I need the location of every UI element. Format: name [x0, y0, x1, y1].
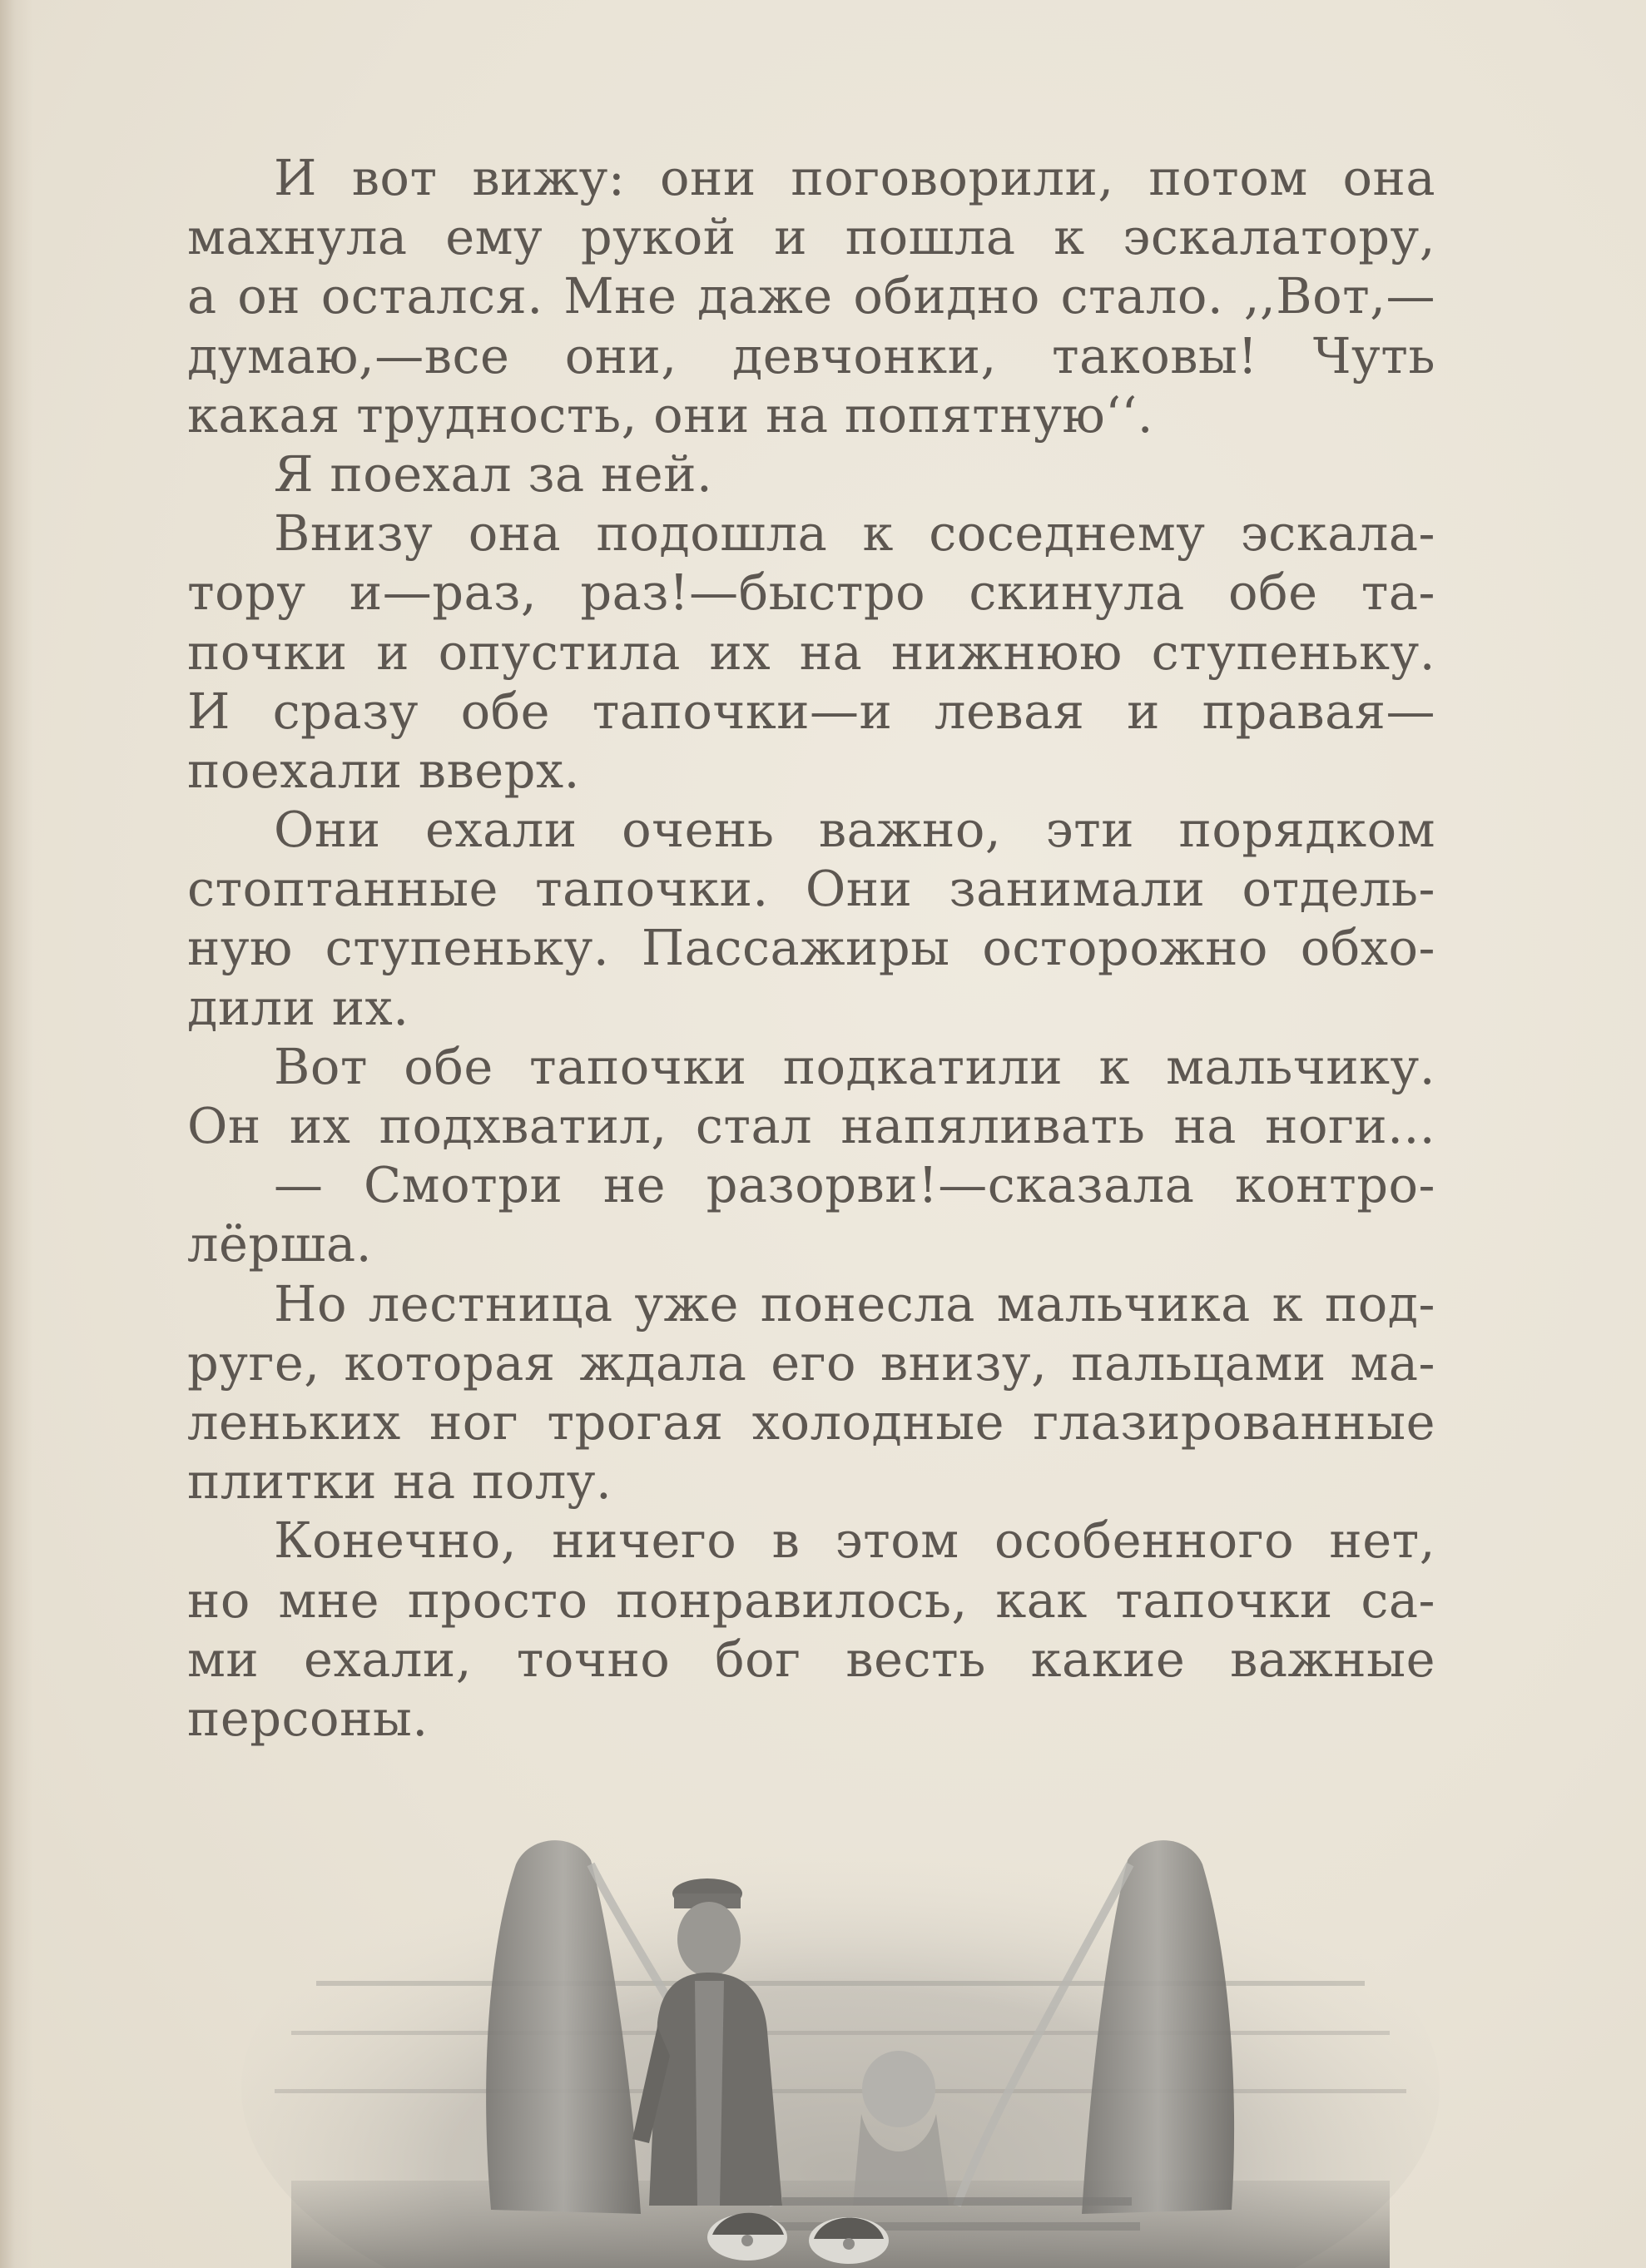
- text-line: но мне просто понравилось, как тапочки са-: [187, 1571, 1435, 1629]
- text-line: Они ехали очень важно, эти порядком: [274, 801, 1435, 859]
- text-line: Конечно, ничего в этом особенного нет,: [274, 1511, 1435, 1570]
- text-line: махнула ему рукой и пошла к эскалатору,: [187, 208, 1435, 266]
- text-line: Я поехал за ней.: [274, 444, 713, 503]
- text-line: Он их подхватил, стал напяливать на ноги...: [187, 1097, 1435, 1154]
- slipper-right-icon: [809, 2217, 889, 2264]
- text-line: Внизу она подошла к соседнему эскала-: [274, 504, 1435, 563]
- text-line: какая трудность, они на попятную‘‘.: [187, 385, 1154, 444]
- text-line: лёрша.: [187, 1215, 372, 1273]
- text-line: — Смотри не разорви!—сказала контро-: [274, 1156, 1435, 1214]
- text-line: тору и—раз, раз!—быстро скинула обе та-: [187, 563, 1435, 622]
- text-line: руге, которая ждала его внизу, пальцами ма-: [187, 1333, 1435, 1392]
- text-line: поехали вверх.: [187, 741, 580, 799]
- text-line: а он остался. Мне даже обидно стало. ,,Вот,—: [187, 267, 1435, 325]
- text-line: ную ступеньку. Пассажиры осторожно обхо-: [187, 919, 1435, 977]
- text-line: Но лестница уже понесла мальчика к под-: [274, 1274, 1435, 1333]
- text-line: Вот обе тапочки подкатили к мальчику.: [274, 1037, 1435, 1095]
- text-line: И сразу обе тапочки—и левая и правая—: [187, 682, 1435, 740]
- body-text: [187, 148, 1435, 1748]
- text-line: почки и опустила их на нижнюю ступеньку.: [187, 623, 1435, 681]
- text-line: думаю,—все они, девчонки, таковы! Чуть: [187, 326, 1435, 385]
- escalator-illustration-icon: [241, 1814, 1440, 2268]
- text-line: дили их.: [187, 978, 409, 1036]
- text-line: плитки на полу.: [187, 1452, 612, 1511]
- text-line: ми ехали, точно бог весть какие важные: [187, 1630, 1435, 1688]
- text-line: стоптанные тапочки. Они занимали отдель-: [187, 860, 1435, 918]
- page-binding-shadow: [0, 0, 33, 2268]
- text-line: И вот вижу: они поговорили, потом она: [274, 149, 1435, 206]
- text-line: персоны.: [187, 1689, 429, 1747]
- text-line: леньких ног трогая холодные глазированные: [187, 1392, 1435, 1451]
